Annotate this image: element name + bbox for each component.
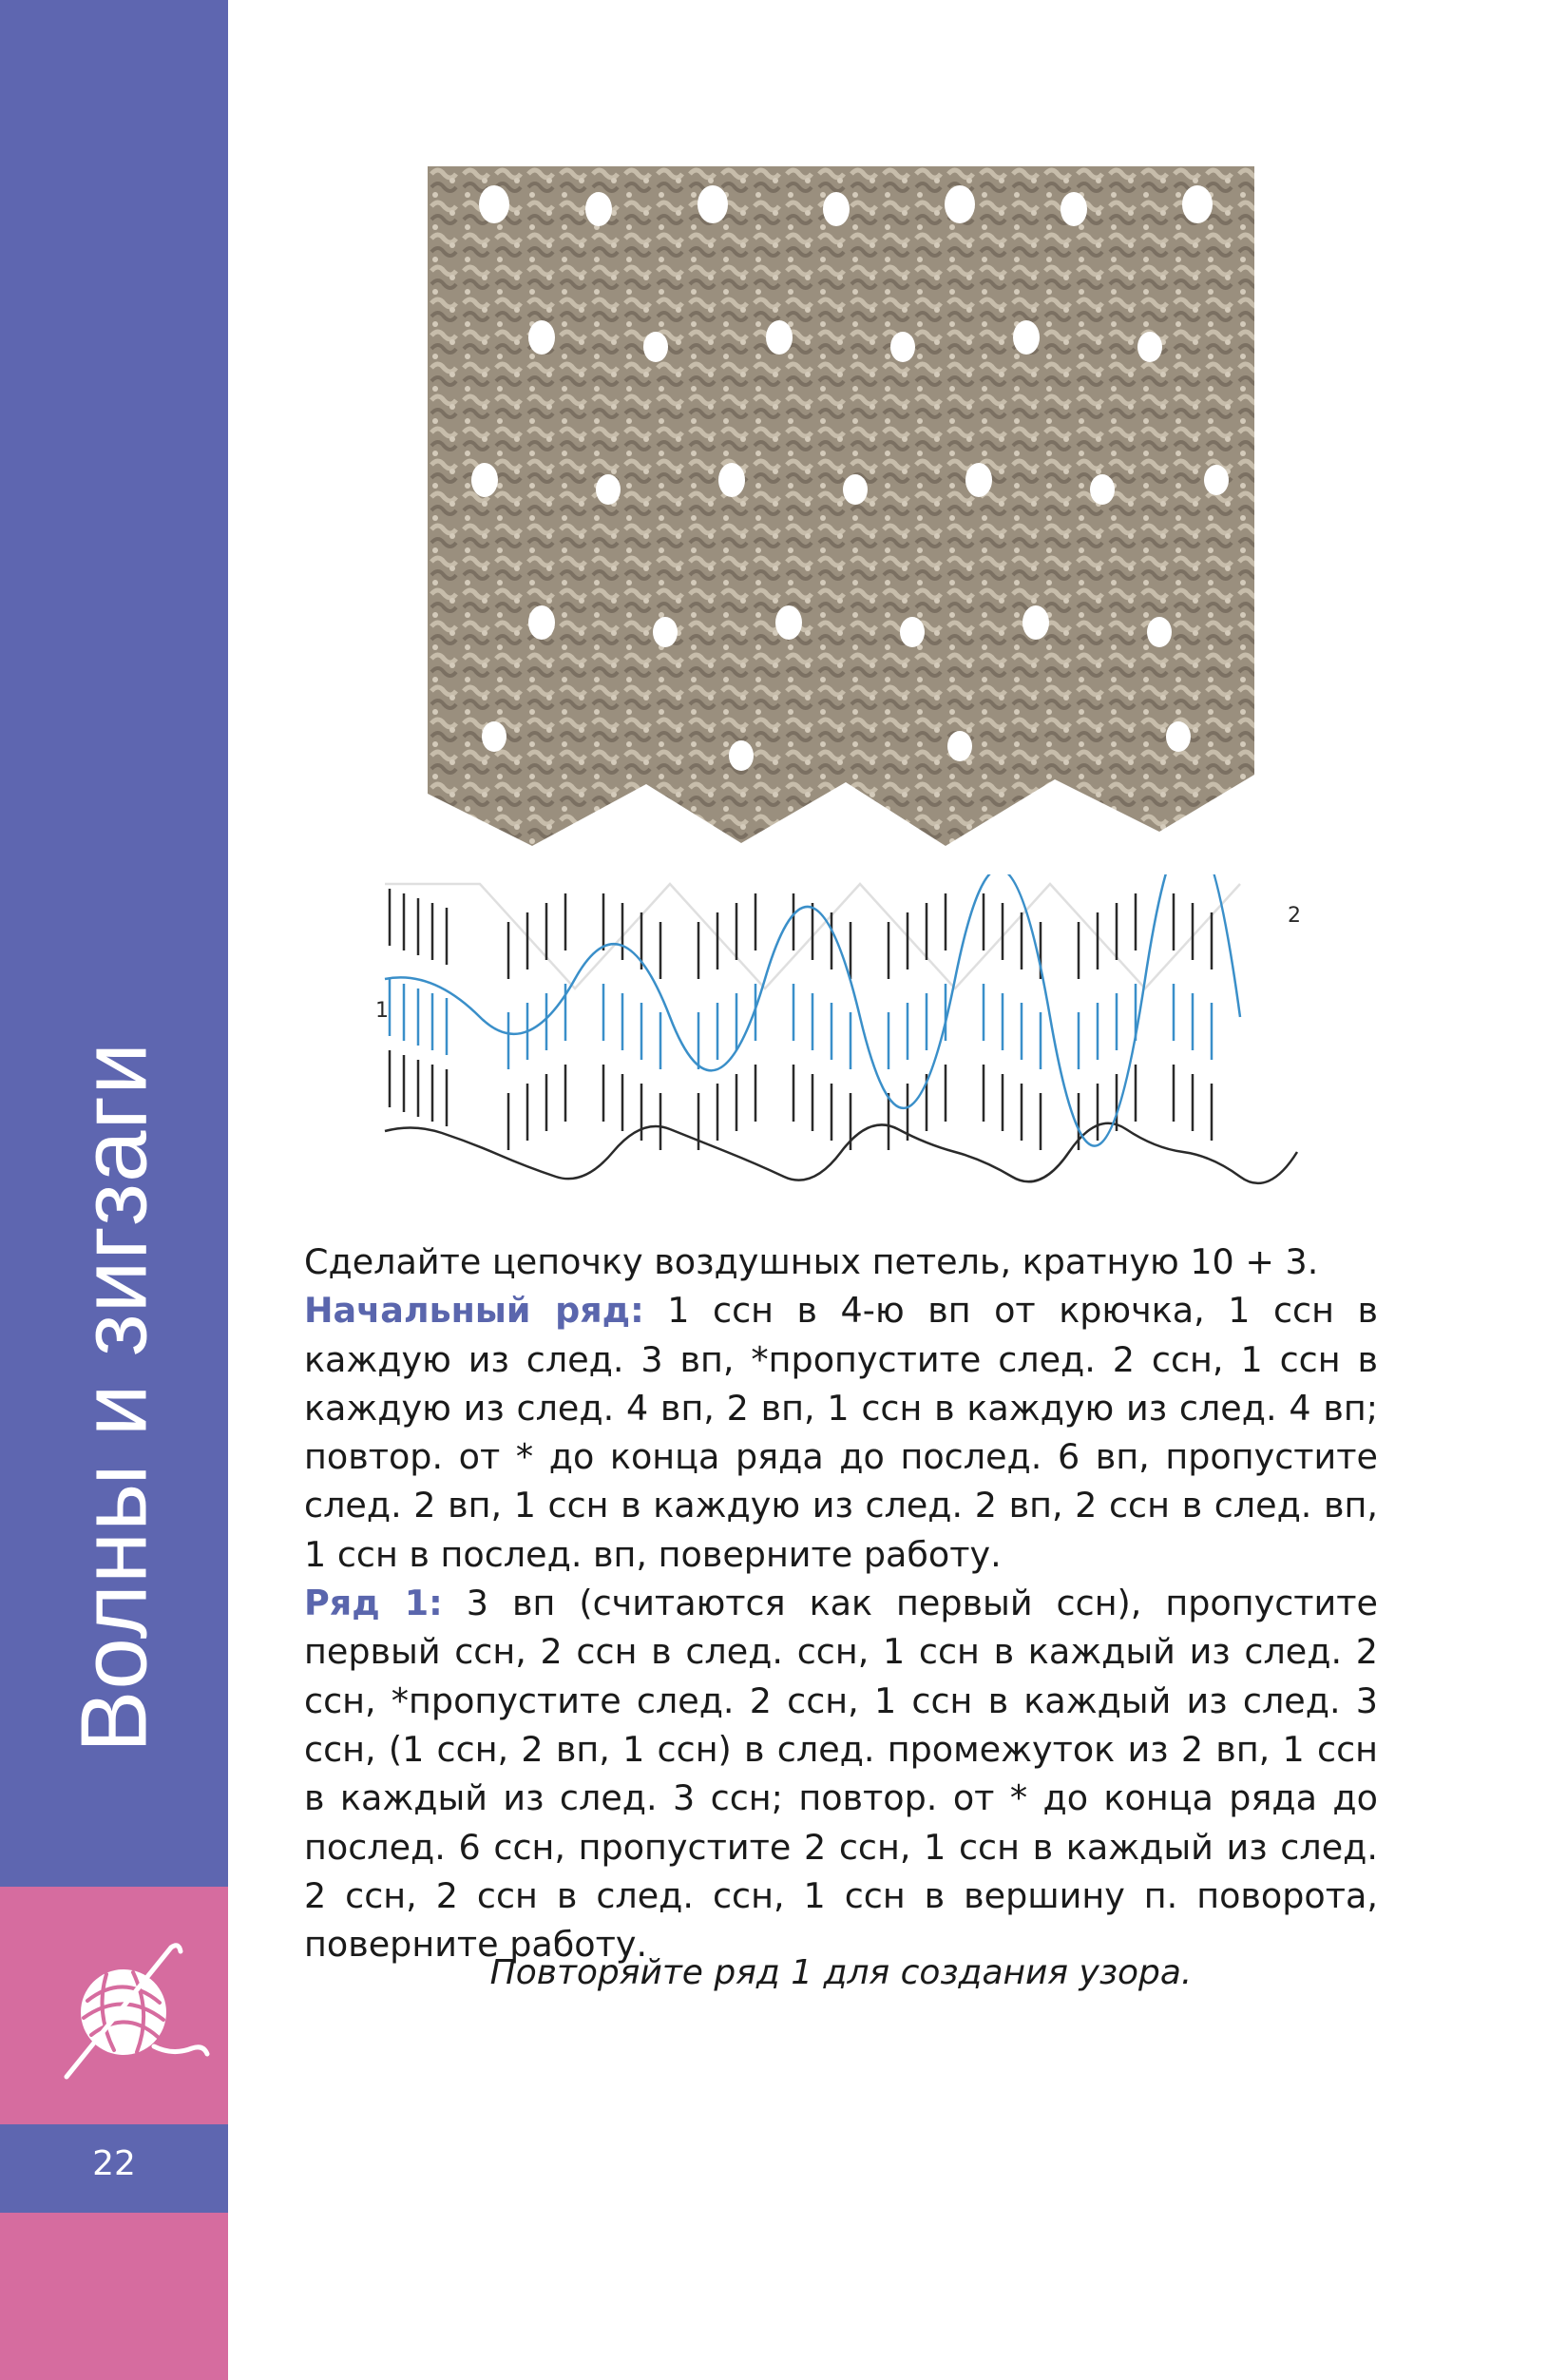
row-start-text: 1 ссн в 4-ю вп от крючка, 1 ссн в каждую из след. 3 вп, *пропустите след. 2 ссн, 1 ссн в каждую из след. 4 вп, 2 вп, 1 ссн в каждую из след. 4 вп; повтор. от * до конца ряда до послед. 6 вп, пропустите след. 2 вп, 1 ссн в каждую из след. 2 вп, 2 ссн в след. вп, 1 ссн в послед. вп, поверните работу.: [304, 1290, 1378, 1575]
row-start-paragraph: [304, 1286, 1378, 1579]
crochet-swatch-photo: [428, 166, 1254, 851]
row1-text: 3 вп (считаются как первый ссн), пропустите первый ссн, 2 ссн в след. ссн, 1 ссн в каждый из след. 2 ссн, *пропустите след. 2 ссн, 1 ссн в каждый из след. 3 ссн, (1 ссн, 2 вп, 1 ссн) в след. промежуток из 2 вп, 1 ссн в каждый из след. 3 ссн; повтор. от * до конца ряда до послед. 6 ссн, пропустите 2 ссн, 1 ссн в каждый из след. 2 ссн, 2 ссн в след. ссн, 1 ссн в вершину п. поворота, поверните работу.: [304, 1583, 1378, 1966]
row1-paragraph: [304, 1579, 1378, 1968]
diagram-row-label-1: 1: [375, 999, 389, 1023]
sidebar-pink-bottom-band: [0, 2213, 228, 2380]
pattern-instructions: [304, 1238, 1378, 1968]
row-start-label: Начальный ряд:: [304, 1290, 644, 1332]
page-number: 22: [92, 2144, 136, 2183]
yarn-ball-hook-icon: [49, 1934, 211, 2086]
row1-label: Ряд 1:: [304, 1583, 443, 1624]
crochet-stitch-diagram: [375, 874, 1311, 1212]
repeat-note: Повторяйте ряд 1 для создания узора.: [489, 1953, 1193, 1992]
section-title: Волны и зигзаги: [61, 1042, 166, 1753]
intro-text: Сделайте цепочку воздушных петель, кратную 10 + 3.: [304, 1241, 1319, 1282]
bottom-row-stitches: [390, 1050, 1212, 1150]
foundation-chain: [385, 1123, 1297, 1183]
top-row-stitches: [390, 889, 1212, 979]
diagram-row-label-2: 2: [1288, 904, 1301, 928]
sidebar: [0, 0, 228, 2380]
